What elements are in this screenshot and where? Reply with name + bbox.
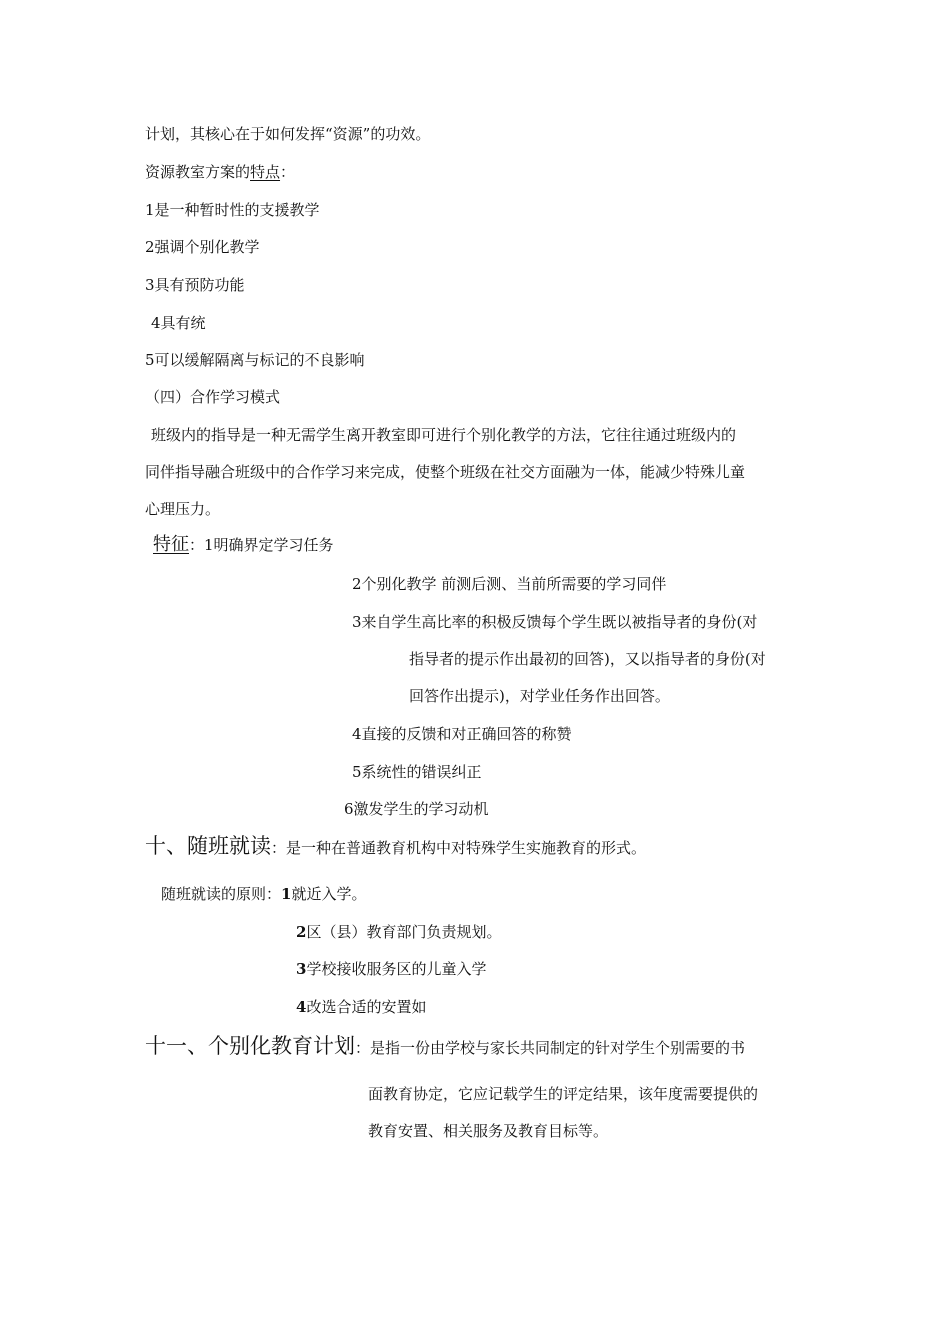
features-heading bbox=[145, 162, 295, 182]
list-item: 4具有统 bbox=[151, 314, 206, 332]
list-item-continued: 回答作出提示)，对学业任务作出回答。 bbox=[409, 687, 670, 705]
definition-continued: 教育安置、相关服务及教育目标等。 bbox=[368, 1122, 609, 1140]
definition-text: 是一种在普通教育机构中对特殊学生实施教育的形式。 bbox=[286, 839, 647, 857]
text-span: 改选合适的安置如 bbox=[306, 998, 427, 1016]
section-11-line bbox=[145, 1033, 745, 1059]
list-item: 3来自学生高比率的积极反馈每个学生既以被指导者的身份(对 bbox=[352, 613, 758, 631]
section-11-heading: 十一、个别化教育计划 bbox=[145, 1034, 355, 1058]
list-item bbox=[296, 997, 426, 1017]
list-item: 5系统性的错误纠正 bbox=[352, 763, 482, 781]
item-number: 3 bbox=[296, 960, 307, 978]
text-span: ： bbox=[280, 163, 296, 181]
definition-continued: 面教育协定，它应记载学生的评定结果，该年度需要提供的 bbox=[368, 1085, 759, 1103]
text-span: 区（县）教育部门负责规划。 bbox=[306, 923, 502, 941]
section-10-heading: 十、随班就读 bbox=[145, 834, 271, 858]
underlined-term: 特点 bbox=[250, 163, 281, 181]
list-item: 6激发学生的学习动机 bbox=[344, 800, 489, 818]
list-item-continued: 指导者的提示作出最初的回答)，又以指导者的身份(对 bbox=[409, 650, 766, 668]
text-span: ： bbox=[189, 536, 205, 554]
list-item bbox=[296, 922, 501, 942]
text-span: 1明确界定学习任务 bbox=[204, 536, 334, 554]
definition-text: 是指一份由学校与家长共同制定的针对学生个别需要的书 bbox=[370, 1039, 746, 1057]
paragraph-line: 心理压力。 bbox=[145, 500, 221, 518]
principles-line bbox=[161, 884, 366, 904]
paragraph-line: 同伴指导融合班级中的合作学习来完成，使整个班级在社交方面融为一体，能减少特殊儿童 bbox=[145, 463, 746, 481]
text-span: 资源教室方案的 bbox=[145, 163, 251, 181]
section-heading: （四）合作学习模式 bbox=[145, 388, 281, 406]
text-span: ： bbox=[355, 1039, 371, 1057]
list-item: 5可以缓解隔离与标记的不良影响 bbox=[145, 351, 365, 369]
text-span: 就近入学。 bbox=[291, 885, 367, 903]
text-line: 计划，其核心在于如何发挥“资源”的功效。 bbox=[145, 125, 431, 143]
paragraph-line: 班级内的指导是一种无需学生离开教室即可进行个别化教学的方法，它往往通过班级内的 bbox=[151, 426, 737, 444]
characteristics-label: 特征 bbox=[153, 534, 189, 555]
list-item bbox=[296, 959, 486, 979]
section-10-line bbox=[145, 833, 646, 859]
principles-label: 随班就读的原则： bbox=[161, 885, 282, 903]
text-span: 学校接收服务区的儿童入学 bbox=[306, 960, 487, 978]
list-item: 3具有预防功能 bbox=[145, 276, 245, 294]
item-number: 4 bbox=[296, 998, 307, 1016]
list-item: 2个别化教学 前测后测、当前所需要的学习同伴 bbox=[352, 575, 667, 593]
text-span: ： bbox=[271, 839, 287, 857]
characteristics-line bbox=[153, 535, 334, 555]
list-item: 1是一种暂时性的支援教学 bbox=[145, 201, 320, 219]
list-item: 2强调个别化教学 bbox=[145, 238, 260, 256]
item-number: 2 bbox=[296, 923, 307, 941]
item-number: 1 bbox=[281, 885, 292, 903]
list-item: 4直接的反馈和对正确回答的称赞 bbox=[352, 725, 572, 743]
